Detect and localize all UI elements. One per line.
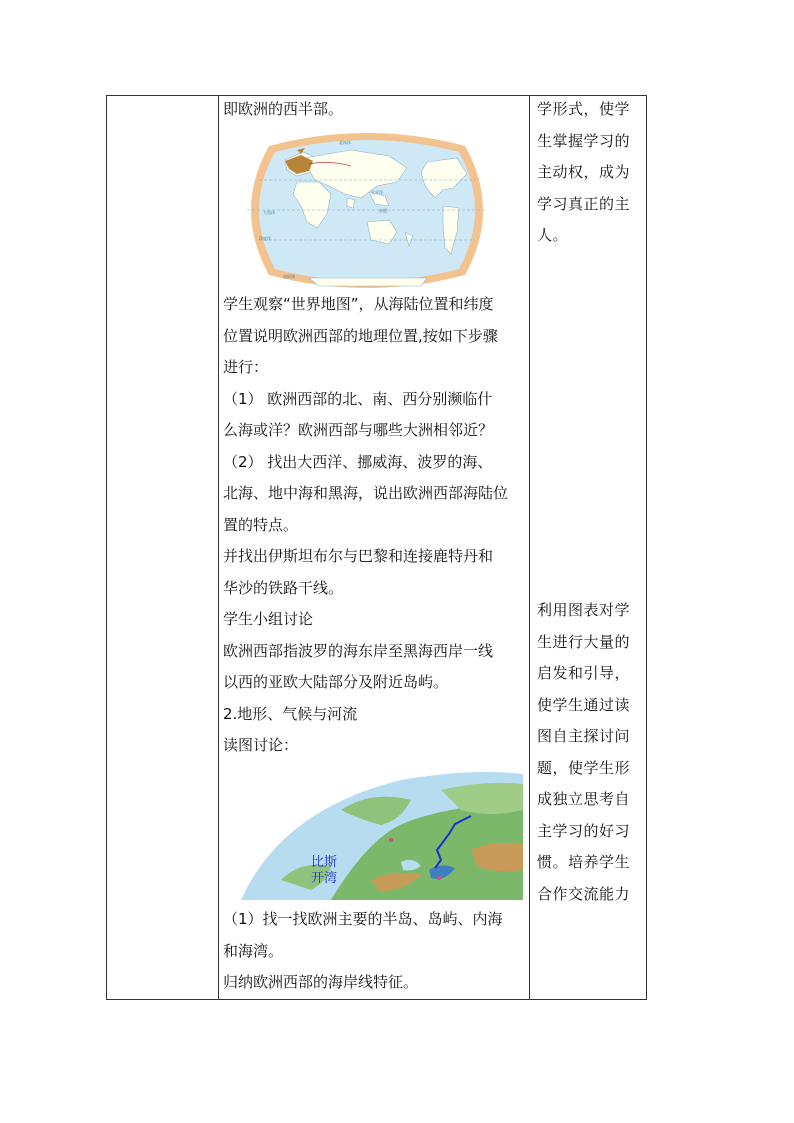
- text-line: 2.地形、气候与河流: [223, 704, 358, 723]
- biscay-bay-label-1: 比斯: [311, 855, 338, 870]
- text-line: 生进行大量的: [537, 632, 631, 651]
- text-line: 位置说明欧洲西部的地理位置,按如下步骤: [223, 326, 498, 345]
- text-line: （1） 欧洲西部的北、南、西分别濒临什: [223, 389, 493, 408]
- ocean-label: 印度洋: [259, 236, 271, 241]
- text-line: 学生观察“世界地图”，从海陆位置和纬度: [223, 295, 494, 313]
- ocean-label: 太平洋: [371, 190, 383, 195]
- text-line: 人。: [537, 226, 569, 244]
- ocean-label: 北冰洋: [339, 140, 351, 145]
- text-line: 启发和引导，: [537, 664, 631, 682]
- text-line: 和海湾。: [223, 941, 284, 960]
- continent-label: 南极洲: [283, 274, 295, 279]
- text-line: 学生小组讨论: [223, 610, 314, 628]
- world-map: [239, 128, 495, 293]
- text-line: （1）找一找欧洲主要的半岛、岛屿、内海: [223, 910, 503, 928]
- text-line: 以西的亚欧大陆部分及附近岛屿。: [223, 673, 449, 691]
- text-line: 华沙的铁路干线。: [223, 578, 344, 597]
- text-line: 生掌握学习的: [537, 131, 631, 150]
- column-divider-2: [529, 96, 530, 999]
- text-line: （2） 找出大西洋、挪威海、波罗的海、: [223, 452, 493, 471]
- text-line: 并找出伊斯坦布尔与巴黎和连接鹿特丹和: [223, 547, 494, 565]
- ocean-label: 大西洋: [263, 210, 275, 215]
- text-line: 成独立思考自: [537, 790, 631, 808]
- text-line: 置的特点。: [223, 515, 299, 534]
- text-line: 学形式，使学: [537, 100, 631, 118]
- text-line: 主动权，成为: [537, 163, 631, 181]
- text-line: 惯。培养学生: [537, 853, 631, 871]
- biscay-bay-label-2: 开湾: [311, 871, 338, 886]
- text-line: 读图讨论：: [223, 736, 299, 754]
- column-divider-1: [218, 96, 219, 999]
- text-line: 进行：: [223, 358, 269, 376]
- lesson-table: [106, 95, 647, 1000]
- text-line: 北海、地中海和黑海，说出欧洲西部海陆位: [223, 484, 509, 502]
- text-line: 题，使学生形: [537, 758, 631, 777]
- text-line: 主学习的好习: [537, 821, 631, 840]
- equator-label: 赤道: [379, 208, 387, 213]
- text-line: 即欧洲的西半部。: [223, 100, 344, 118]
- text-line: 使学生通过读: [537, 695, 631, 714]
- text-line: 归纳欧洲西部的海岸线特征。: [223, 973, 419, 991]
- text-line: 么海或洋？欧洲西部与哪些大洲相邻近？: [223, 421, 494, 439]
- europe-physical-map: [241, 770, 523, 900]
- text-line: 欧洲西部指波罗的海东岸至黑海西岸一线: [223, 641, 494, 660]
- text-line: 利用图表对学: [537, 601, 631, 619]
- text-line: 合作交流能力: [537, 884, 631, 903]
- text-line: 图自主探讨问: [537, 727, 631, 745]
- text-line: 学习真正的主: [537, 194, 631, 213]
